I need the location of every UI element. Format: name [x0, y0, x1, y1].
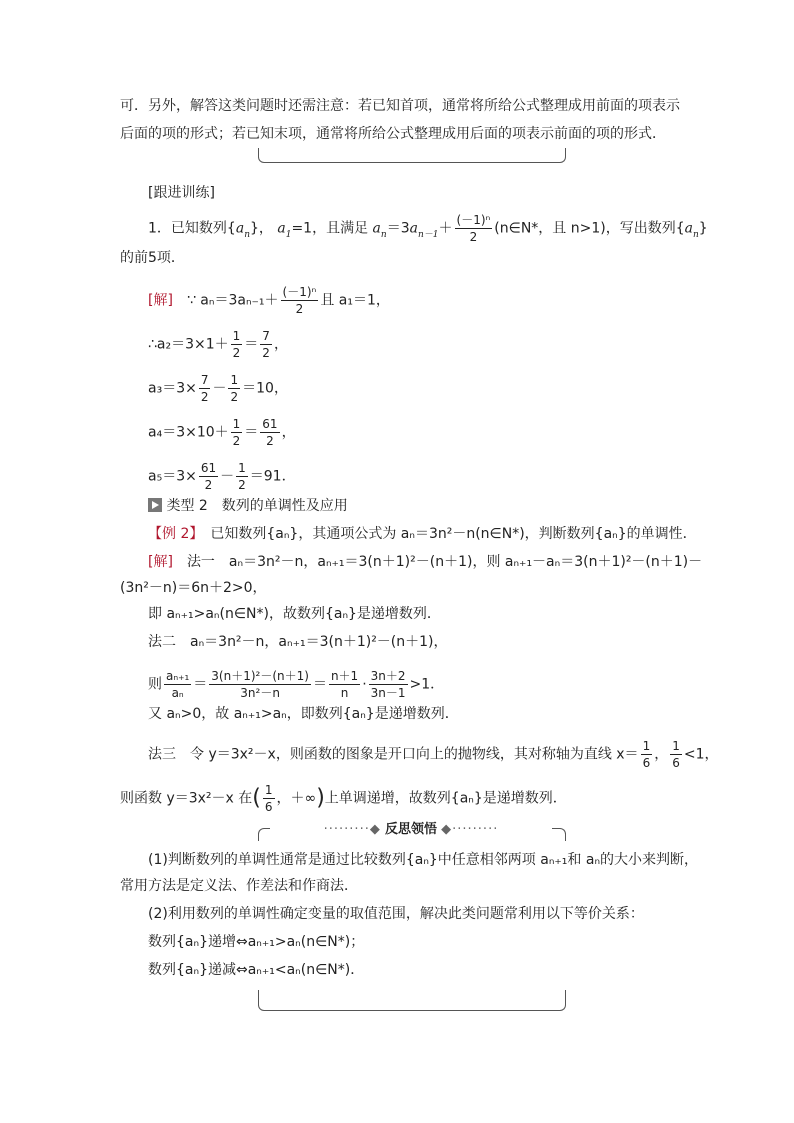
intro-line-2: 后面的项的形式；若已知末项，通常将所给公式整理成用后面的项表示前面的项的形式． [120, 126, 666, 142]
reflect-p2-line-2: 数列{aₙ}递增⇔aₙ₊₁>aₙ(n∈N*)； [148, 934, 365, 950]
method-1-line-2: (3n²－n)＝6n＋2>0， [120, 580, 267, 596]
method-2-line-1: 法二 aₙ＝3n²－n，aₙ₊₁＝3(n＋1)²－(n＋1)， [148, 634, 448, 650]
method-1-line-1: [解] 法一 aₙ＝3n²－n，aₙ₊₁＝3(n＋1)²－(n＋1)，则 aₙ₊₁－aₙ＝3(n＋1)²－(n＋1)－ [148, 554, 703, 570]
bracket-bottom-1 [258, 148, 566, 163]
reflect-p1-line-2: 常用方法是定义法、作差法和作商法． [120, 878, 358, 894]
practice-question-1-line2: 的前5项． [120, 250, 185, 266]
practice-a3: a₃＝3× $\frac{7}{2}$ － $\frac{1}{2}$ ＝10， [148, 373, 288, 404]
type2-title: 类型 2 数列的单调性及应用 [148, 496, 348, 516]
play-icon [148, 498, 162, 512]
practice-a4: a₄＝3×10＋ $\frac{1}{2}$ ＝ $\frac{61}{2}$ ， [148, 417, 296, 448]
reflect-p2-line-3: 数列{aₙ}递减⇔aₙ₊₁<aₙ(n∈N*)． [148, 962, 365, 978]
method-1-line-3: 即 aₙ₊₁>aₙ(n∈N*)，故数列{aₙ}是递增数列． [148, 606, 441, 622]
reflect-title-box: ·········◆ 反思领悟 ◆········· [270, 820, 552, 840]
practice-a2: ∴a₂＝3×1＋ $\frac{1}{2}$ ＝ $\frac{7}{2}$ ， [148, 329, 288, 360]
bracket-bottom-2 [258, 990, 566, 1011]
method-2-line-3: 又 aₙ>0，故 aₙ₊₁>aₙ，即数列{aₙ}是递增数列． [148, 706, 459, 722]
reflect-p2-line-1: (2)利用数列的单调性确定变量的取值范围，解决此类问题常利用以下等价关系： [148, 906, 644, 922]
reflect-p1-line-1: (1)判断数列的单调性通常是通过比较数列{aₙ}中任意相邻两项 aₙ₊₁和 aₙ的大小来判断， [148, 852, 699, 868]
reflect-title: 反思领悟 [384, 822, 437, 837]
practice-header: [跟进训练] [148, 185, 215, 201]
method-3-line-2: 则函数 y＝3x²－x 在( $\frac{1}{6}$ ，＋∞)上单调递增，故数列{aₙ}是递增数列． [120, 783, 567, 814]
method-2-line-2: 则 $\frac{\text{aₙ₊₁}}{\text{aₙ}}$ ＝ $\frac{\text{3(n＋1)²－(n＋1)}}{\text{3n²－n}}$ ＝ $\frac{n+1}{n}$ · $\frac{3n+2}{3n-1}$ >1． [148, 669, 445, 700]
intro-line-1: 可．另外，解答这类问题时还需注意：若已知首项，通常将所给公式整理成用前面的项表示 [120, 98, 680, 114]
practice-a5: a₅＝3× $\frac{61}{2}$ － $\frac{1}{2}$ ＝91． [148, 461, 296, 492]
practice-question-1: 1．已知数列$\{a_n\}$， $a_1=1$，且满足 $a_n=3a_{n-1}+$ $\frac{\text{(－1)ⁿ}}{2}$ (n∈N*，且 n>1)，写出数列$\{a_n\}$ [148, 213, 708, 244]
practice-solution-given: [解] ∵ aₙ＝3aₙ₋₁＋ $\frac{\text{(－1)ⁿ}}{2}$ 且 a₁＝1， [148, 285, 390, 316]
example-2: 【例 2】 已知数列{aₙ}，其通项公式为 aₙ＝3n²－n(n∈N*)，判断数列{aₙ}的单调性． [148, 526, 697, 542]
method-3-line-1: 法三 令 y＝3x²－x，则函数的图象是开口向上的抛物线，其对称轴为直线 x＝ $\frac{1}{6}$ ， $\frac{1}{6}$ <1， [148, 739, 719, 770]
